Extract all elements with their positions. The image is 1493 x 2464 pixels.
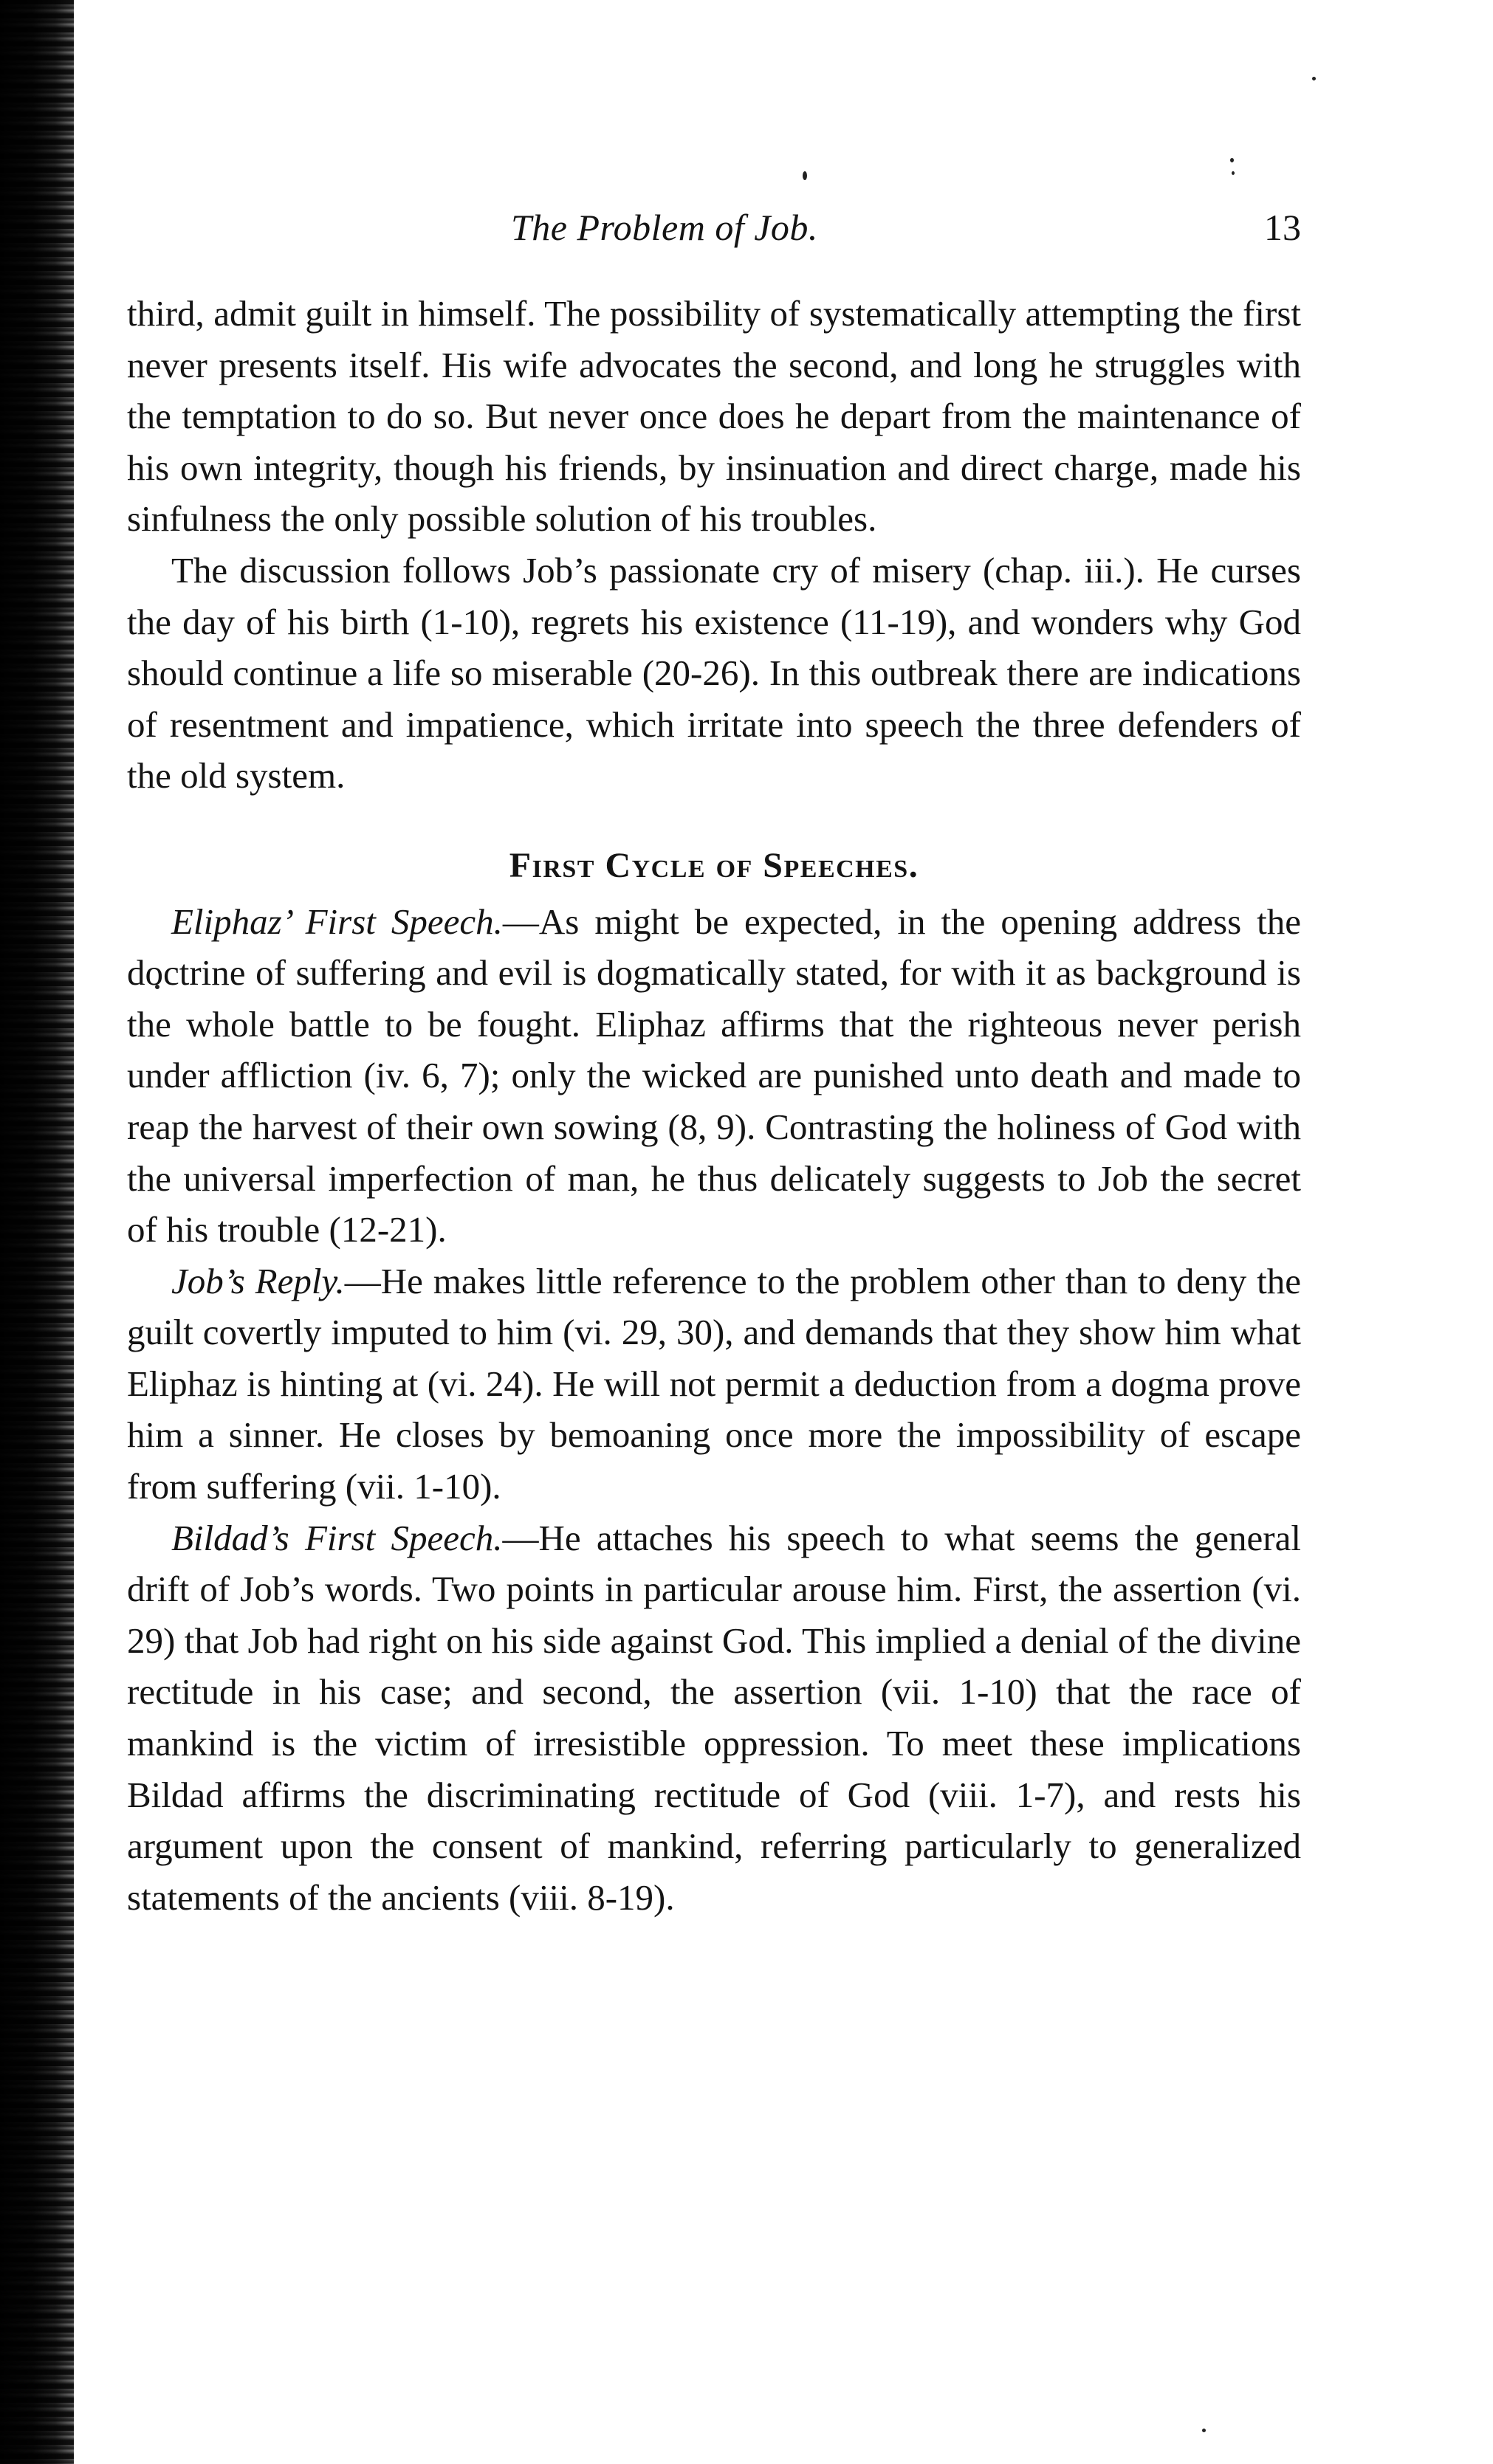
scanned-binding-edge	[0, 0, 74, 2464]
paragraph-lead: Bildad’s First Speech.	[171, 1517, 503, 1558]
body-text	[127, 288, 1301, 1923]
paragraph-lead: Job’s Reply.	[171, 1260, 345, 1301]
paragraph-bildad-first-speech	[127, 1513, 1301, 1924]
paragraph-continuation: third, admit guilt in himself. The possibility of systematically attempting the first never presents itself. His wife advocates the second, and long he struggles with the temptation to do so. But never once does he depart from the maintenance of his own integrity, though his friends, by insinuation and direct charge, made his sinfulness the only possible solution of his troubles.	[127, 293, 1301, 540]
scan-speck	[803, 171, 807, 180]
paragraph-body: —He attaches his speech to what seems the general drift of Job’s words. Two points in particular arouse him. First, the assertion (vi. 29) that Job had right on his side against God. This implied a denial of the divine rectitude in his case; and second, the assertion (vii. 1-10) that the race of mankind is the victim of irresistible oppression. To meet these implications Bildad affirms the discriminating rectitude of God (viii. 1-7), and rests his argument upon the consent of mankind, referring particularly to generalized statements of the ancients (viii. 8-19).	[127, 1517, 1301, 1918]
scan-speck	[1232, 171, 1235, 175]
paragraph-body: —As might be expected, in the opening address the doctrine of suffering and evil is dogmatically stated, for with it as background is the whole battle to be fought. Eliphaz affirms that the righteous never perish under affliction (iv. 6, 7); only the wicked are punished unto death and made to reap the harvest of their own sowing (8, 9). Contrasting the holiness of God with the universal imperfection of man, he thus delicately suggests to Job the secret of his trouble (12-21).	[127, 901, 1302, 1250]
paragraph-lead: Eliphaz’ First Speech.	[171, 901, 503, 942]
paragraph-eliphaz-first-speech	[127, 896, 1301, 1256]
paragraph-jobs-reply	[127, 1256, 1301, 1513]
scan-speck	[1202, 2429, 1206, 2432]
page-number: 13	[1264, 207, 1301, 248]
running-title: The Problem of Job.	[511, 207, 818, 248]
scan-speck	[1312, 77, 1316, 80]
section-heading: First Cycle of Speeches.	[509, 845, 919, 885]
paragraph-discussion: The discussion follows Job’s passionate cry of misery (chap. iii.). He curses the day of his birth (1-10), regrets his existence (11-19), and wonders why God should continue a life so miserable (20-26). In this outbreak there are indications of resentment and impatience, which irritate into speech the three defenders of the old system.	[127, 549, 1301, 796]
paragraph-body: —He makes little reference to the problem other than to deny the guilt covertly imputed to him (vi. 29, 30), and demands that they show him what Eliphaz is hinting at (vi. 24). He will not permit a deduction from a dogma prove him a sinner. He closes by bemoaning once more the impossibility of escape from suffering (vii. 1-10).	[127, 1260, 1301, 1507]
running-head	[127, 198, 1301, 257]
scan-speck	[1230, 158, 1234, 162]
